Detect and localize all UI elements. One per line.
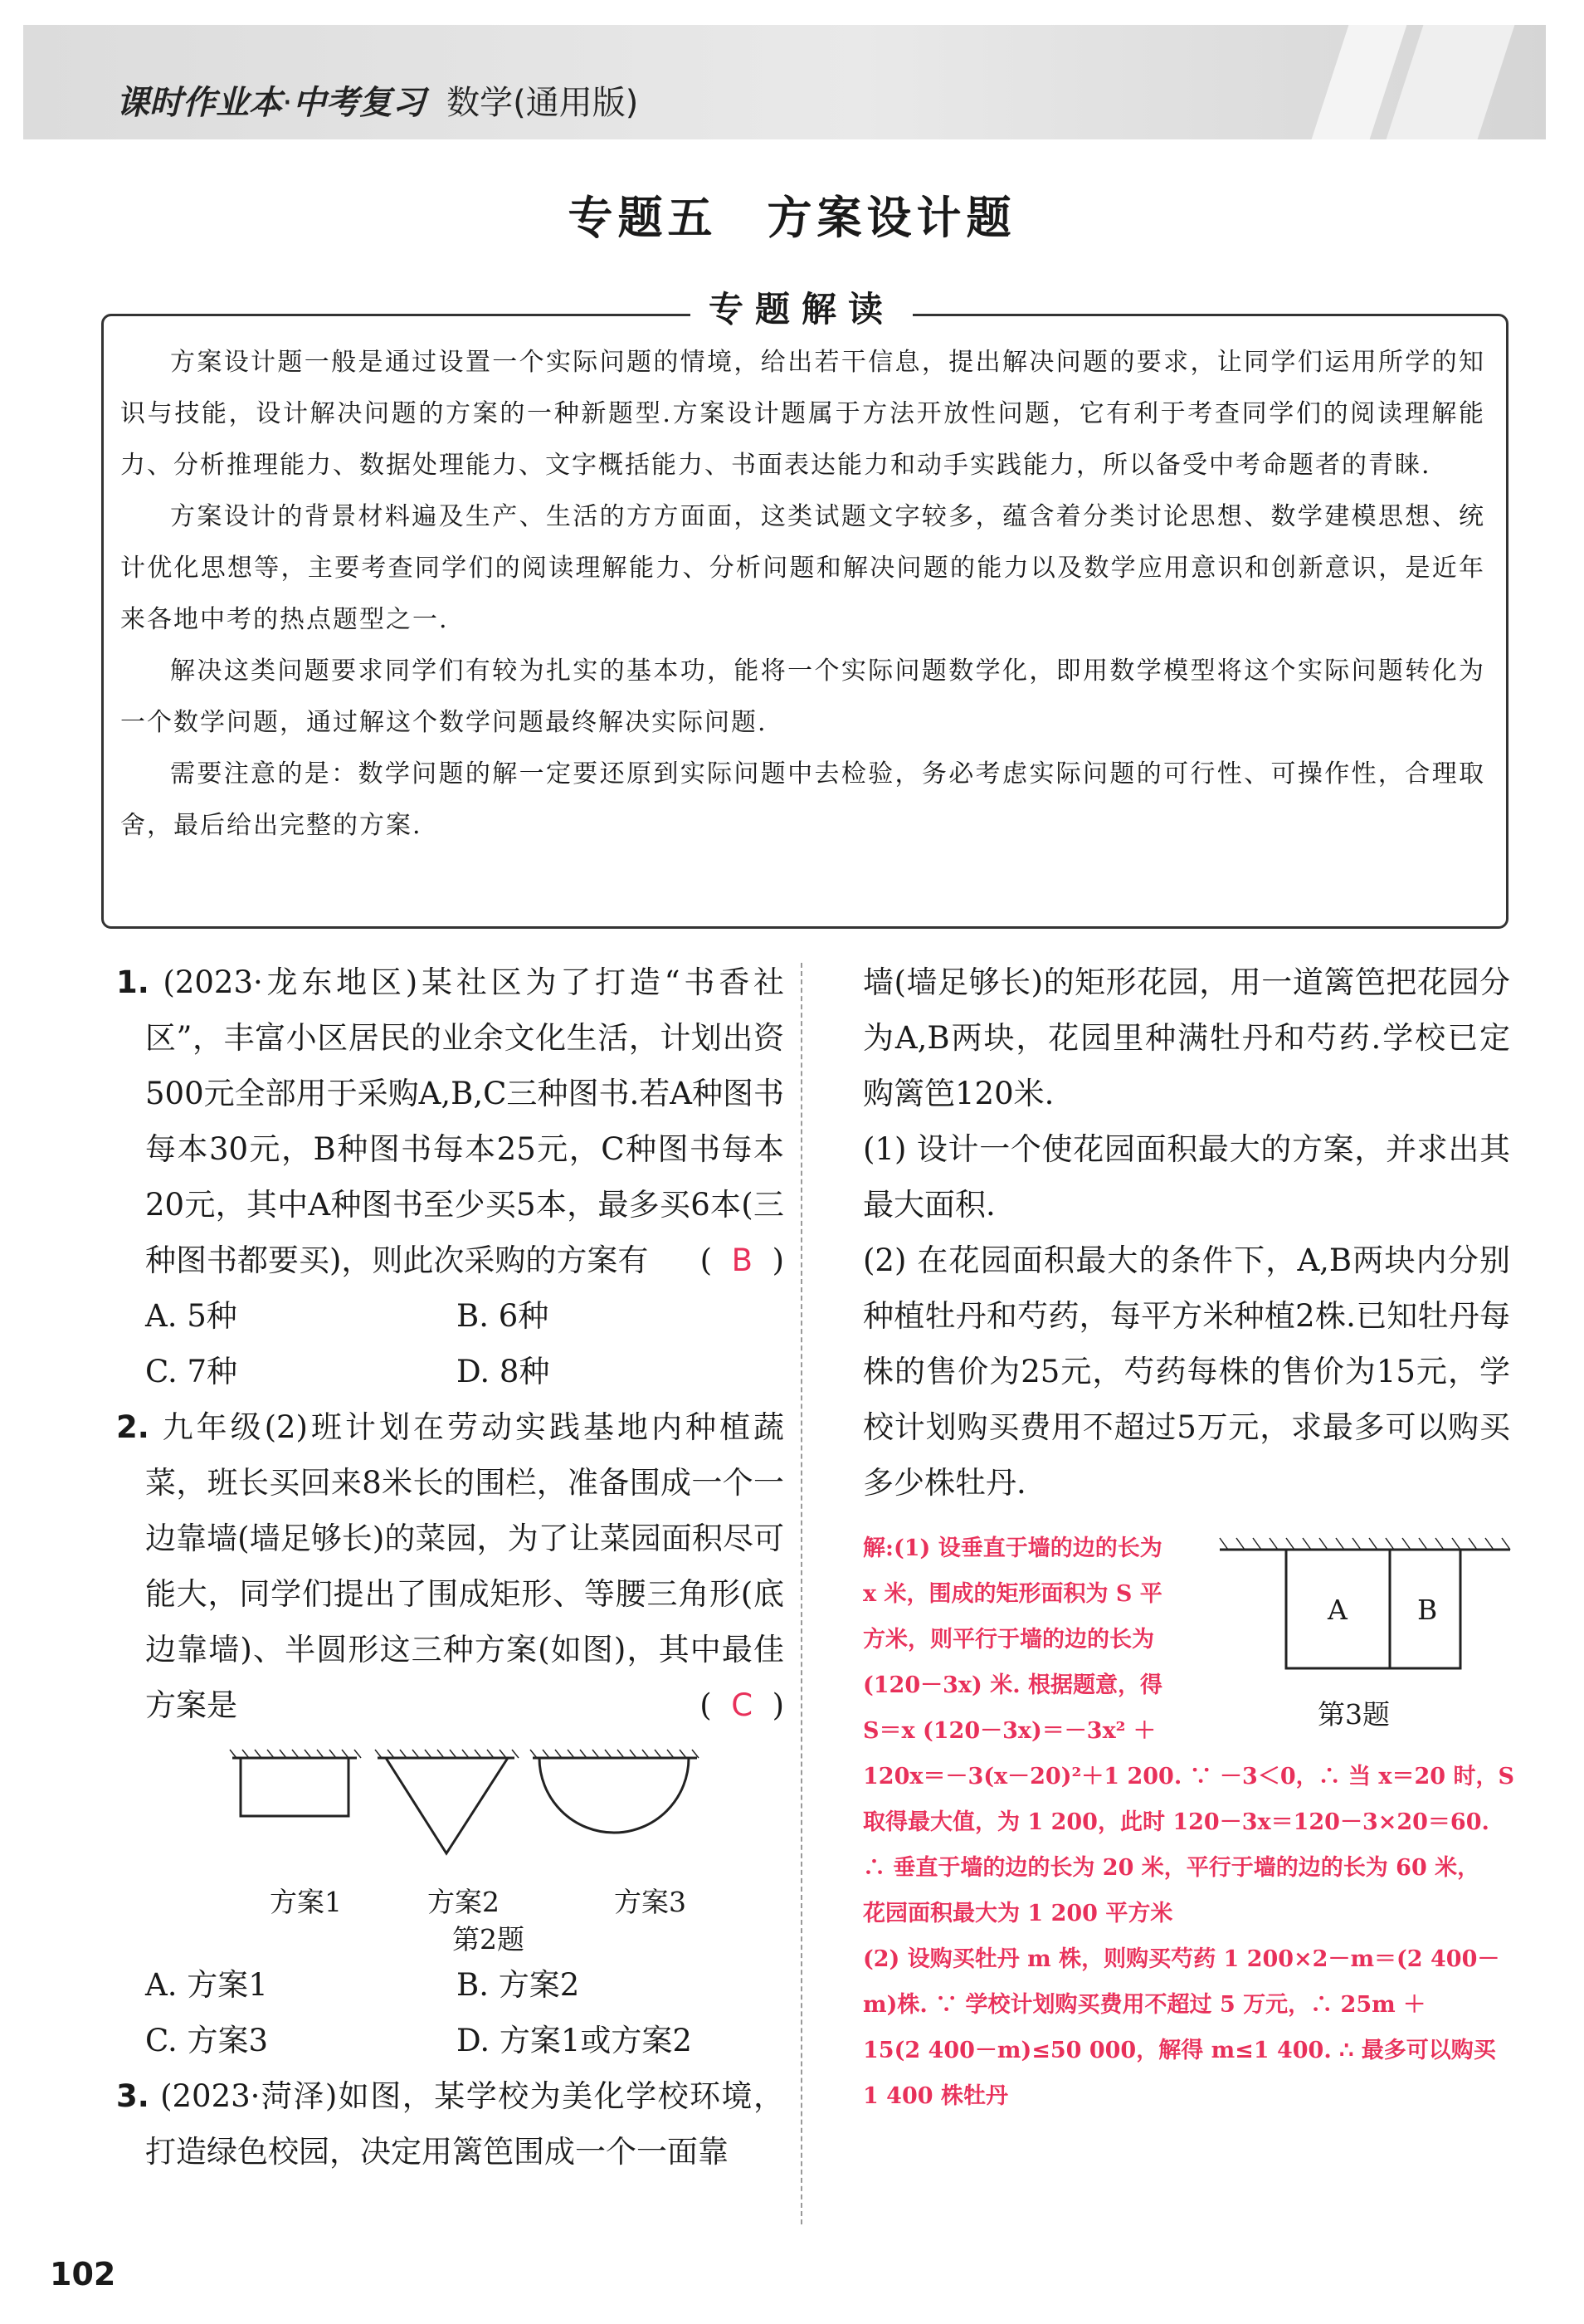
question-text: 九年级(2)班计划在劳动实践基地内种植蔬菜，班长买回来8米长的围栏，准备围成一个一边靠墙(墙足够长)的菜园，为了让菜园面积尽可能大，同学们提出了围成矩形、等腰三角形(底边靠墙)、半圆形这三种方案(如图)，其中最佳方案是: [145, 1409, 784, 1723]
semicircle-plan: [539, 1758, 689, 1833]
header-title: [116, 76, 638, 124]
header-series: 课时作业本: [116, 84, 282, 122]
intro-box-label: 专题解读: [690, 282, 913, 332]
figure-caption: 第2题: [452, 1923, 524, 1955]
solution-line: S＝x (120－3x)＝－3x² ＋: [863, 1718, 1156, 1744]
intro-paragraph: 方案设计题一般是通过设置一个实际问题的情境，给出若干信息，提出解决问题的要求，让同学们运用所学的知识与技能，设计解决问题的方案的一种新题型.方案设计题属于方法开放性问题，它有利于考查同学们的阅读理解能力、分析推理能力、数据处理能力、文字概括能力、书面表达能力和动手实践能力，所以备受中考命题者的青睐.: [120, 348, 1485, 480]
solution-line: (120－3x) 米. 根据题意，得: [863, 1672, 1162, 1698]
solution-line: (2) 设购买牡丹 m 株，则购买芍药 1 200×2－m＝(2 400－: [863, 1946, 1500, 1972]
answer-bracket: ( C ): [699, 1687, 784, 1723]
option: C. 7种: [145, 1354, 238, 1389]
option: D. 8种: [456, 1354, 550, 1389]
option: A. 5种: [145, 1298, 237, 1334]
question-3-part-2: (2) 在花园面积最大的条件下，A,B两块内分别种植牡丹和芍药，每平方米种植2株.已知牡丹每株的售价为25元，芍药每株的售价为15元，学校计划购买费用不超过5万元，求最多可以购买多少株牡丹.: [863, 1243, 1510, 1501]
right-column: [863, 954, 1510, 1511]
question-3-continued: 墙(墙足够长)的矩形花园，用一道篱笆把花园分为A,B两块，花园里种满牡丹和芍药.学校已定购篱笆120米.: [863, 964, 1510, 1111]
intro-box-text: [120, 337, 1485, 852]
figure-label: 方案3: [614, 1886, 686, 1918]
solution-line: 120x＝－3(x－20)²＋1 200. ∵ －3＜0，∴ 当 x＝20 时，S: [863, 1764, 1514, 1789]
figure-caption: 第3题: [1318, 1698, 1390, 1731]
option: B. 6种: [456, 1298, 549, 1334]
option: C. 方案3: [145, 2023, 269, 2058]
solution-line: ∴ 垂直于墙的边的长为 20 米，平行于墙的边的长为 60 米，: [863, 1855, 1480, 1881]
solution-q3: [863, 1526, 1527, 2119]
figure-label: 方案1: [270, 1886, 342, 1918]
intro-paragraph: 解决这类问题要求同学们有较为扎实的基本功，能将一个实际问题数学化，即用数学模型将这个实际问题转化为一个数学问题，通过解这个数学问题最终解决实际问题.: [120, 657, 1485, 737]
options: [116, 1288, 784, 1399]
intro-paragraph: 方案设计的背景材料遍及生产、生活的方方面面，这类试题文字较多，蕴含着分类讨论思想、数学建模思想、统计优化思想等，主要考查同学们的阅读理解能力、分析问题和解决问题的能力以及数学应用意识和创新意识，是近年来各地中考的热点题型之一.: [120, 502, 1485, 634]
solution-line: 花园面积最大为 1 200 平方米: [863, 1901, 1173, 1926]
options: [116, 1957, 784, 2068]
solution-line: 15(2 400－m)≤50 000，解得 m≤1 400. ∴ 最多可以购买: [863, 2038, 1496, 2063]
question-number: 3.: [116, 2078, 149, 2114]
figure-label-b: B: [1417, 1594, 1438, 1626]
header-separator: ·: [282, 84, 293, 122]
option: A. 方案1: [145, 1967, 268, 2003]
solution-line: 1 400 株牡丹: [863, 2083, 1008, 2109]
solution-line: 取得最大值，为 1 200，此时 120－3x＝120－3×20＝60.: [863, 1809, 1489, 1835]
page-title: 专题五 方案设计题: [568, 192, 1016, 244]
header-subtitle: 中考复习: [292, 84, 426, 122]
solution-line: m)株. ∵ 学校计划购买费用不超过 5 万元，∴ 25m ＋: [863, 1992, 1426, 2018]
question-3-part-1: (1) 设计一个使花园面积最大的方案，并求出其最大面积.: [863, 1131, 1510, 1223]
left-column: [116, 954, 784, 2180]
answer-mark: B: [731, 1243, 753, 1278]
header-subject: 数学(通用版): [446, 84, 639, 122]
solution-line: x 米，围成的矩形面积为 S 平: [863, 1581, 1162, 1607]
question-number: 1.: [116, 964, 149, 1000]
column-divider: [801, 963, 802, 2224]
question-3: [116, 2068, 784, 2180]
solution-line: 方米，则平行于墙的边的长为: [863, 1627, 1154, 1653]
answer-mark: C: [731, 1687, 753, 1723]
triangle-plan: [386, 1758, 508, 1853]
option: D. 方案1或方案2: [456, 2023, 692, 2058]
question-text: (2023·龙东地区)某社区为了打造“书香社区”，丰富小区居民的业余文化生活，计划出资500元全部用于采购A,B,C三种图书.若A种图书每本30元，B种图书每本25元，C种图书每本20元，其中A种图书至少买5本，最多买6本(三种图书都要买)，则此次采购的方案有: [145, 964, 784, 1278]
intro-paragraph: 需要注意的是：数学问题的解一定要还原到实际问题中去检验，务必考虑实际问题的可行性、可操作性，合理取舍，最后给出完整的方案.: [120, 759, 1485, 840]
solution-line: 解:(1) 设垂直于墙的边的长为: [863, 1536, 1162, 1561]
answer-bracket: ( B ): [699, 1243, 784, 1278]
rectangle-plan: [241, 1758, 348, 1816]
figure-q2: [149, 1733, 784, 1957]
figure-label: 方案2: [427, 1886, 500, 1918]
figure-label-a: A: [1328, 1594, 1348, 1626]
question-number: 2.: [116, 1409, 149, 1445]
header-decoration: [1387, 25, 1515, 139]
option: B. 方案2: [456, 1967, 580, 2003]
question-text: (2023·菏泽)如图，某学校为美化学校环境，打造绿色校园，决定用篱笆围成一个一面靠: [145, 2078, 785, 2170]
page-number: 102: [50, 2256, 116, 2292]
